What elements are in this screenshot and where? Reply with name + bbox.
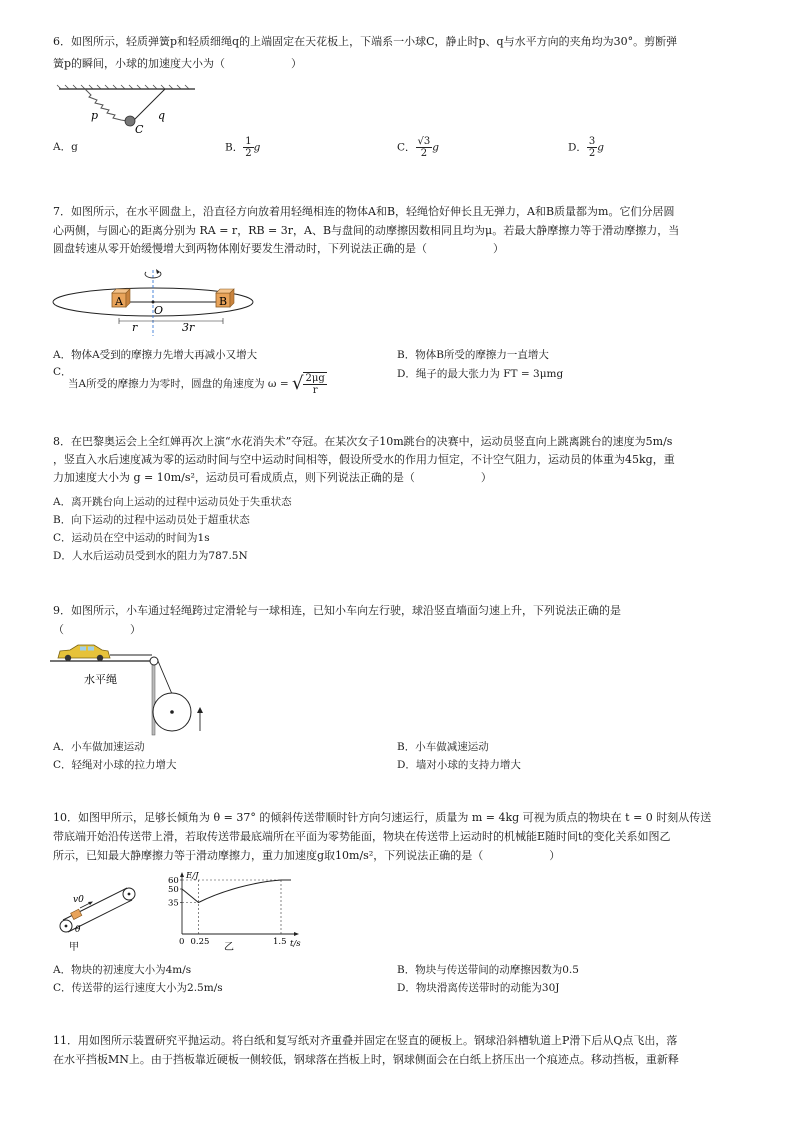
- q10-option-a: A．物块的初速度大小为4m/s: [53, 964, 192, 976]
- svg-text:B: B: [219, 295, 228, 308]
- q10-stem-line3: 所示，已知最大静摩擦力等于滑动摩擦力，重力加速度g取10m/s²，下列说法正确的是（ ）: [53, 849, 561, 862]
- q6-stem-line1: 6．如图所示，轻质弹簧p和轻质细绳q的上端固定在天花板上，下端系一小球C，静止时p、q与水平方向的夹角均为30°。剪断弹: [53, 35, 678, 48]
- q10-chart-ytick-label-0: 60: [168, 876, 179, 886]
- q7-fig-label-r: r: [132, 321, 138, 334]
- q7-block-a: [112, 289, 130, 308]
- q8-stem-line3: 力加速度大小为 g = 10m/s²，运动员可看成质点，则下列说法正确的是（ ）: [53, 471, 492, 484]
- q7-stem-line1: 7．如图所示，在水平圆盘上，沿直径方向放着用轻绳相连的物体A和B，轻绳恰好伸长且无弹力，A和B质量都为m。它们分居圆: [53, 205, 675, 218]
- q10-chart-curve: [182, 880, 291, 903]
- q10-chart-ylabel: E/J: [186, 871, 199, 881]
- q10-fig-label-v0: v0: [73, 895, 84, 905]
- q6-option-c: C． $\frac{√3}{2}$ g: [397, 136, 440, 159]
- svg-text:A: A: [115, 295, 123, 308]
- q7-option-c-label: C．: [53, 366, 72, 378]
- q10-chart-ytick-label-2: 35: [168, 898, 179, 909]
- q10-figure-jia: [55, 880, 155, 952]
- q9-stem-line2: （ ）: [53, 623, 141, 636]
- q10-chart-ytick-label-1: 50: [168, 885, 179, 895]
- q10-option-b: B．物块与传送带间的动摩擦因数为0.5: [397, 964, 579, 976]
- q8-stem-line1: 8．在巴黎奥运会上全红婵再次上演“水花消失术”夺冠。在某次女子10m跳台的决赛中，运动员竖直向上跳离跳台的速度为5m/s: [53, 435, 673, 448]
- q10-chart: [164, 872, 314, 952]
- q6-option-b: B． $\frac{1}{2}$ g: [225, 136, 261, 159]
- q10-option-d: D．物块滑离传送带时的动能为30J: [397, 982, 560, 994]
- q7-block-b: [216, 289, 234, 308]
- q9-option-a: A．小车做加速运动: [53, 741, 145, 753]
- q7-stem-line2: 心两侧，与圆心的距离分别为 RA = r，RB = 3r，A、B与盘间的动摩擦因数相同且均为μ。若最大静摩擦力等于滑动摩擦力，当: [53, 224, 680, 237]
- q9-option-d: D．墙对小球的支持力增大: [397, 759, 521, 771]
- q10-fig-label-yi: 乙: [224, 942, 234, 953]
- q9-option-c: C．轻绳对小球的拉力增大: [53, 759, 177, 771]
- q7-fig-label-o: O: [154, 304, 164, 317]
- q8-option-d: D．人水后运动员受到水的阻力为787.5N: [53, 550, 248, 562]
- q6-fig-label-p: p: [91, 109, 99, 122]
- q7-stem-line3: 圆盘转速从零开始缓慢增大到两物体刚好要发生滑动时，下列说法正确的是（ ）: [53, 242, 504, 255]
- q7-figure: [50, 262, 260, 336]
- q11-stem-line2: 在水平挡板MN上。由于挡板靠近硬板一侧较低，钢球落在挡板上时，钢球侧面会在白纸上挤压出一个痕迹点。移动挡板，重新释: [53, 1053, 679, 1066]
- q6-fig-label-q: q: [158, 109, 166, 122]
- q6-figure: [55, 85, 205, 135]
- q7-option-d: D．绳子的最大张力为 FT = 3μmg: [397, 368, 564, 380]
- q9-stem-line1: 9．如图所示，小车通过轻绳跨过定滑轮与一球相连，已知小车向左行驶，球沿竖直墙面匀速上升，下列说法正确的是: [53, 604, 621, 617]
- q9-fig-label: 水平绳: [84, 673, 117, 686]
- q9-figure: [50, 645, 220, 735]
- q9-car: [58, 645, 110, 661]
- q10-stem-line1: 10．如图甲所示，足够长倾角为 θ = 37° 的倾斜传送带顺时针方向匀速运行，质量为 m = 4kg 可视为质点的物块在 t = 0 时刻从传送: [53, 811, 712, 824]
- q9-option-b: B．小车做减速运动: [397, 741, 489, 753]
- q7-fig-label-3r: 3r: [182, 321, 195, 334]
- q10-chart-xtick-label-2: 1.5: [273, 937, 287, 947]
- q10-fig-label-theta: θ: [75, 925, 81, 935]
- q6-option-d: D． $\frac{3}{2}$ g: [568, 136, 605, 159]
- q6-stem-line2: 簧p的瞬间，小球的加速度大小为（ ）: [53, 57, 303, 70]
- q10-chart-xtick-label-0: 0: [179, 937, 185, 947]
- q8-stem-line2: ，竖直入水后速度减为零的运动时间与空中运动时间相等，假设所受水的作用力恒定，不计空气阻力，运动员的体重为45kg，重: [53, 453, 675, 466]
- q8-option-a: A．离开跳台向上运动的过程中运动员处于失重状态: [53, 496, 292, 508]
- q10-chart-xtick-label-1: 0.25: [190, 937, 210, 947]
- q10-option-c: C．传送带的运行速度大小为2.5m/s: [53, 982, 223, 994]
- q6-fig-label-c: C: [135, 123, 144, 136]
- q6-option-a: A．g: [53, 141, 78, 153]
- q8-option-b: B．向下运动的过程中运动员处于超重状态: [53, 514, 250, 526]
- q10-stem-line2: 带底端开始沿传送带上滑，若取传送带最底端所在平面为零势能面，物块在传送带上运动时的机械能E随时间t的变化关系如图乙: [53, 830, 671, 843]
- q7-option-c: 当A所受的摩擦力为零时，圆盘的角速度为 ω = √ $\frac{2\mu g}{r}$: [68, 373, 325, 396]
- q10-chart-marks: [168, 876, 291, 947]
- q10-fig-label-jia: 甲: [69, 942, 79, 953]
- q7-option-a: A．物体A受到的摩擦力先增大再减小又增大: [53, 349, 258, 361]
- q10-chart-xlabel: t/s: [290, 939, 301, 949]
- q7-option-b: B．物体B所受的摩擦力一直增大: [397, 349, 549, 361]
- q8-option-c: C．运动员在空中运动的时间为1s: [53, 532, 210, 544]
- q11-stem-line1: 11．用如图所示装置研究平抛运动。将白纸和复写纸对齐重叠并固定在竖直的硬板上。钢球沿斜槽轨道上P滑下后从Q点飞出，落: [53, 1034, 678, 1047]
